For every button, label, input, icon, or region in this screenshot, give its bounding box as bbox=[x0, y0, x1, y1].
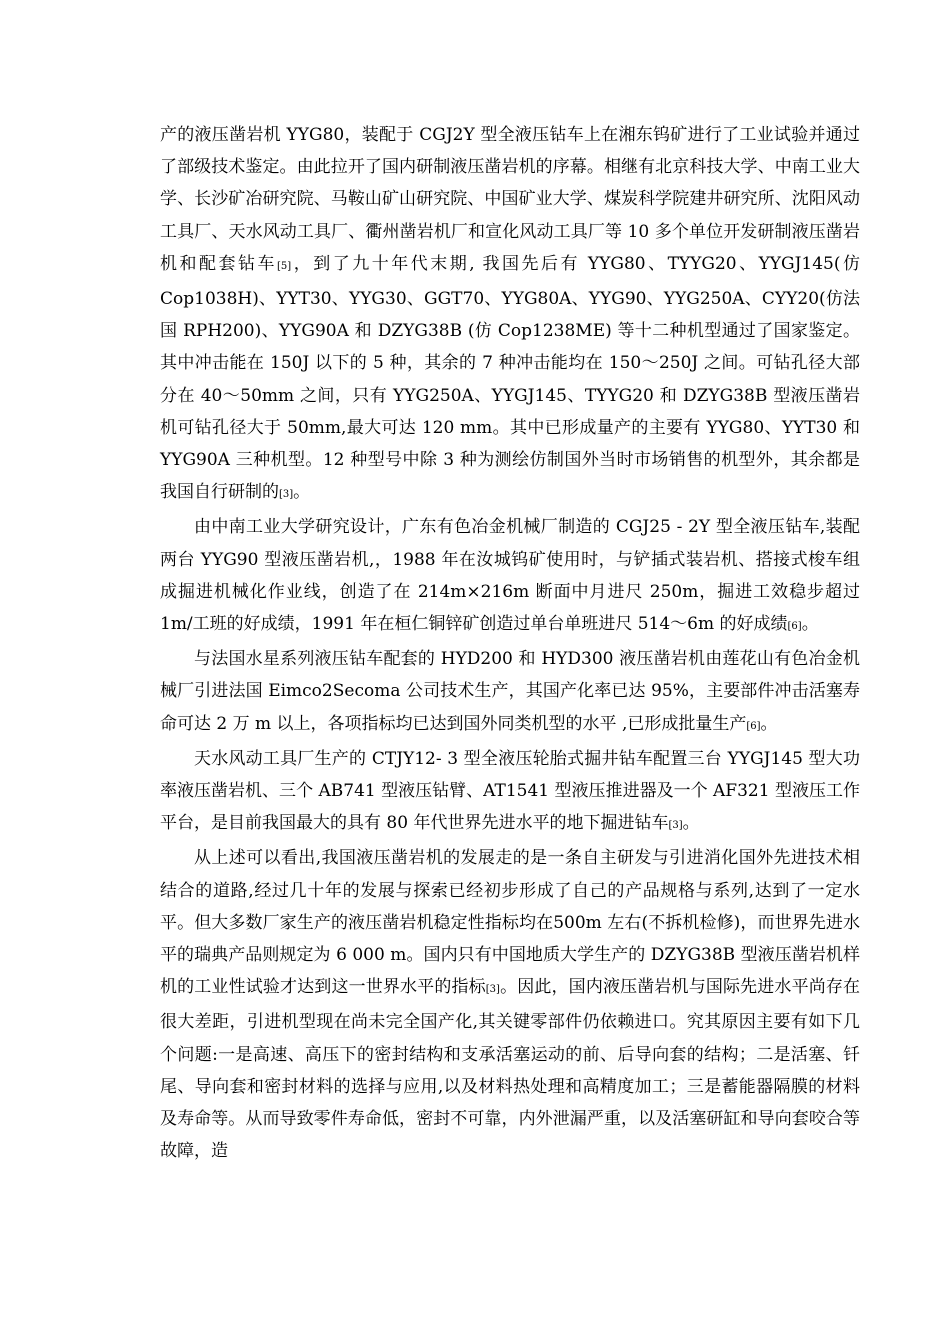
paragraph-3-text: 与法国水星系列液压钻车配套的 HYD200 和 HYD300 液压凿岩机由莲花山有色冶金机械厂引进法国 Eimco2Secoma 公司技术生产，其国产化率已达 95%，主要部件冲击活塞寿命可达 2 万 m 以上，各项指标均已达到国外同类机型的水平 ,已形成批量生产 bbox=[160, 649, 860, 734]
citation-ref: [6] bbox=[787, 621, 802, 633]
paragraph-1-text-end: 。 bbox=[293, 482, 311, 503]
paragraph-2-text: 由中南工业大学研究设计，广东有色冶金机械厂制造的 CGJ25 - 2Y 型全液压钻车,装配两台 YYG90 型液压凿岩机,，1988 年在汝城钨矿使用时，与铲插式装岩机、搭接式梭车组成掘进机械化作业线，创造了在 214m×216m 断面中月进尺 250m，掘进工效稳步超过 1m/工班的好成绩，1991 年在桓仁铜锌矿创造过单台单班进尺 514～6m 的好成绩 bbox=[160, 517, 860, 635]
paragraph-3 bbox=[160, 643, 860, 743]
paragraph-4-text: 天水风动工具厂生产的 CTJY12- 3 型全液压轮胎式掘井钻车配置三台 YYGJ145 型大功率液压凿岩机、三个 AB741 型液压钻臂、AT1541 型液压推进器及一个 AF321 型液压工作平台，是目前我国最大的具有 80 年代世界先进水平的地下掘进钻车 bbox=[160, 748, 860, 834]
document-page bbox=[160, 119, 860, 1168]
paragraph-1-text-cont: ，到了九十年代末期, 我国先后有 YYG80、TYYG20、YYGJ145(仿 Cop1038H)、YYT30、YYG30、GGT70、YYG80A、YYG90、YYG250A、CYY20(仿法国 RPH200)、YYG90A 和 DZYG38B (仿 Cop1238ME) 等十二种机型通过了国家鉴定。其中冲击能在 150J 以下的 5 种，其余的 7 种冲击能均在 150～250J 之间。可钻孔径大部分在 40～50mm 之间，只有 YYG250A、YYGJ145、TYYG20 和 DZYG38B 型液压凿岩机可钻孔径大于 50mm,最大可达 120 mm。其中已形成量产的主要有 YYG80、YYT30 和 YYG90A 三种机型。12 种型号中除 3 种为测绘仿制国外当时市场销售的机型外，其余都是我国自行研制的 bbox=[160, 253, 860, 503]
citation-ref: [6] bbox=[746, 720, 761, 732]
citation-ref: [3] bbox=[485, 984, 500, 996]
citation-ref: [5] bbox=[277, 260, 292, 272]
paragraph-4 bbox=[160, 743, 860, 843]
citation-ref: [3] bbox=[668, 820, 683, 832]
paragraph-4-text-end: 。 bbox=[682, 813, 700, 834]
paragraph-2 bbox=[160, 511, 860, 643]
paragraph-1 bbox=[160, 119, 860, 511]
citation-ref: [3] bbox=[279, 489, 294, 501]
paragraph-5 bbox=[160, 842, 860, 1167]
paragraph-3-text-end: 。 bbox=[760, 713, 778, 734]
paragraph-2-text-end: 。 bbox=[801, 614, 819, 635]
paragraph-1-text: 产的液压凿岩机 YYG80，装配于 CGJ2Y 型全液压钻车上在湘东钨矿进行了工业试验并通过了部级技术鉴定。由此拉开了国内研制液压凿岩机的序幕。相继有北京科技大学、中南工业大学、长沙矿冶研究院、马鞍山矿山研究院、中国矿业大学、煤炭科学院建井研究所、沈阳风动工具厂、天水风动工具厂、衢州凿岩机厂和宣化风动工具厂等 10 多个单位开发研制液压凿岩机和配套钻车 bbox=[160, 125, 860, 274]
paragraph-5-text-end: 。因此，国内液压凿岩机与国际先进水平尚存在很大差距，引进机型现在尚未完全国产化,其关键零部件仍依赖进口。究其原因主要有如下几个问题:一是高速、高压下的密封结构和支承活塞运动的前、后导向套的结构；二是活塞、钎尾、导向套和密封材料的选择与应用,以及材料热处理和高精度加工；三是蓄能器隔膜的材料及寿命等。从而导致零件寿命低，密封不可靠，内外泄漏严重，以及活塞研缸和导向套咬合等故障，造 bbox=[160, 977, 861, 1162]
paragraph-5-text: 从上述可以看出,我国液压凿岩机的发展走的是一条自主研发与引进消化国外先进技术相结合的道路,经过几十年的发展与探索已经初步形成了自己的产品规格与系列,达到了一定水平。但大多数厂家生产的液压凿岩机稳定性指标均在500m 左右(不拆机检修)，而世界先进水平的瑞典产品则规定为 6 000 m。国内只有中国地质大学生产的 DZYG38B 型液压凿岩机样机的工业性试验才达到这一世界水平的指标 bbox=[160, 848, 860, 998]
